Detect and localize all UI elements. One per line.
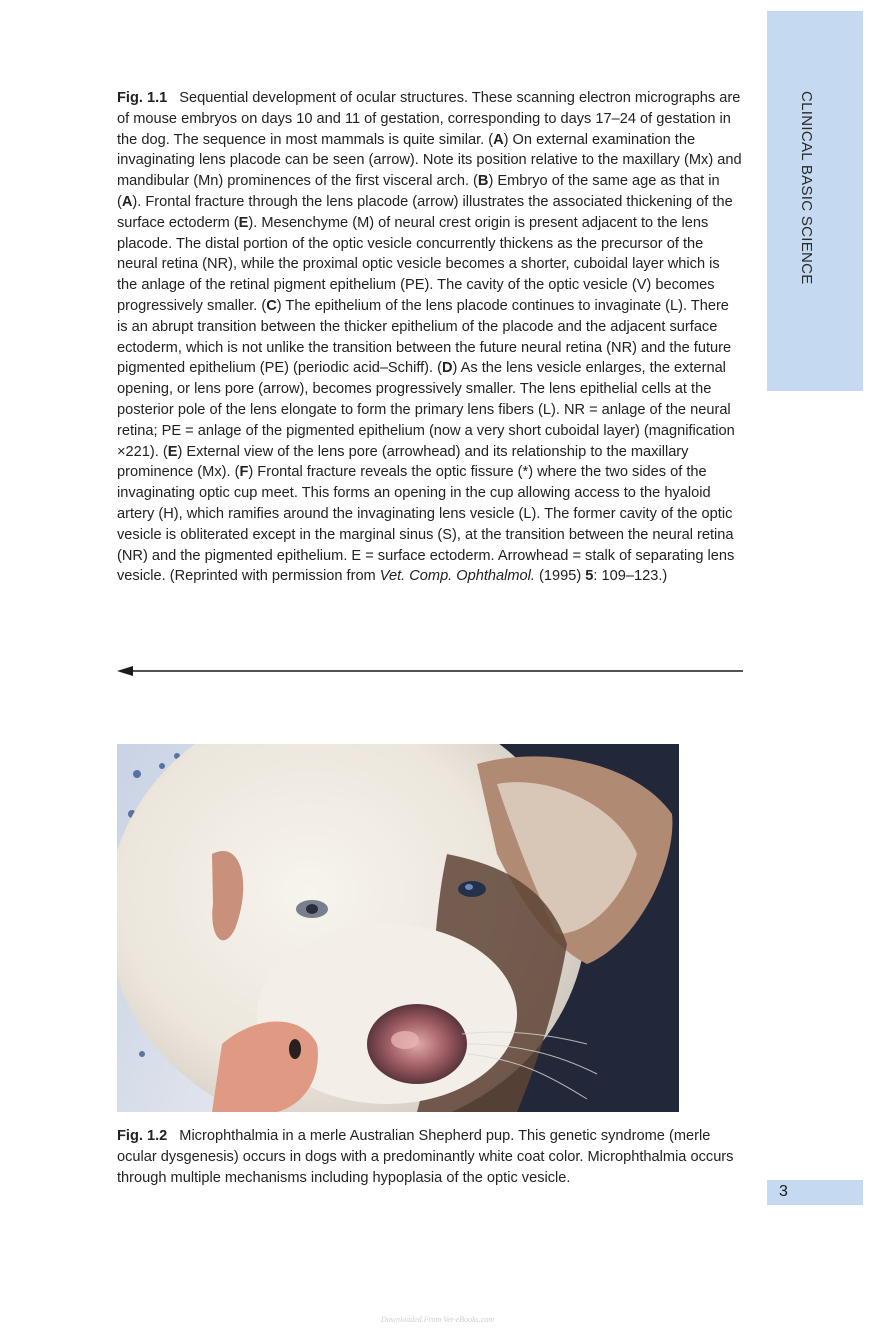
page-number: 3 <box>779 1183 788 1200</box>
figure-1-1-text-run: B <box>477 173 489 190</box>
figure-1-1-text-run: ) On external examination the invaginating lens placode can be seen (arrow). Note its position relative to the maxillary (Mx) and mandibular (Mn) prominences of the first visceral arch. ( <box>117 131 742 190</box>
figure-1-1-text-run: ). Frontal fracture through the lens placode (arrow) illustrates the associated thickening of the surface ectoderm ( <box>117 193 733 231</box>
puppy-photograph <box>117 744 679 1112</box>
figure-1-1-text-run: 5 <box>585 568 594 585</box>
figure-1-1-text-run: Vet. Comp. Ophthalmol. <box>379 568 535 585</box>
figure-1-1-text-run: ) External view of the lens pore (arrowhead) and its relationship to the maxillary prominence (Mx). ( <box>117 443 689 481</box>
figure-1-1-text-run: D <box>442 360 453 377</box>
figure-1-1-text <box>117 90 742 584</box>
page-number-tab <box>767 1180 863 1205</box>
figure-1-1-text-run: ) As the lens vesicle enlarges, the external opening, or lens pore (arrow), becomes progressively smaller. The lens epithelial cells at the posterior pole of the lens elongate to form the primary lens fibers (L). NR = anlage of the neural retina; PE = anlage of the pigmented epithelium (now a very short cuboidal layer) (magnification ×221). ( <box>117 360 735 460</box>
figure-1-1-text-run: E <box>167 443 178 460</box>
puppy-photo-illustration <box>117 744 679 1112</box>
figure-1-1-text-run: ) The epithelium of the lens placode continues to invaginate (L). There is an abrupt transition between the thicker epithelium of the placode and the adjacent surface ectoderm, which is not unlike the transition between the future neural retina (NR) and the future pigmented epithelium (PE) (periodic acid–Schiff). ( <box>117 297 732 377</box>
footer-watermark: Downloaded From Vet-eBooks.com <box>380 1315 495 1324</box>
figure-1-2-label: Fig. 1.2 <box>117 1128 168 1144</box>
figure-1-1-text-run: Sequential development of ocular structures. These scanning electron micrographs are of mouse embryos on days 10 and 11 of gestation, corresponding to days 17–24 of gestation in the dog. The sequence in most mammals is quite similar. ( <box>117 90 741 148</box>
figure-1-1-text-run: (1995) <box>534 568 586 585</box>
left-arrow-icon <box>117 663 743 679</box>
figure-1-1-caption <box>117 88 743 587</box>
figure-1-1-text-run: ) Frontal fracture reveals the optic fissure (*) where the two sides of the invaginating optic cup meet. This forms an opening in the cup allowing access to the hyaloid artery (H), which ramifies around the invaginating lens vesicle (L). The former cavity of the optic vesicle is obliterated except in the marginal sinus (S), at the transition between the neural retina (NR) and the pigmented epithelium. E = surface ectoderm. Arrowhead = stalk of separating lens vesicle. (Reprinted with permission from <box>117 464 735 585</box>
figure-1-1-text-run: E <box>238 214 249 231</box>
figure-1-1-label: Fig. 1.1 <box>117 90 168 106</box>
section-tab-label: CLINICAL BASIC SCIENCE <box>798 91 815 285</box>
section-tab <box>767 11 863 391</box>
figure-1-1-text-run: : 109–123.) <box>593 568 668 585</box>
figure-1-1-text-run: A <box>121 193 133 210</box>
figure-1-1-text-run: A <box>493 131 504 148</box>
figure-1-1-text-run: ) Embryo of the same age as that in ( <box>117 173 720 210</box>
figure-1-1-text-run: ). Mesenchyme (M) of neural crest origin is present adjacent to the lens placode. The distal portion of the optic vesicle concurrently thickens as the precursor of the neural retina (NR), while the proximal optic vesicle becomes a shorter, cuboidal layer which is the anlage of the retinal pigment epithelium (PE). The cavity of the optic vesicle (V) becomes progressively smaller. ( <box>117 214 720 314</box>
figure-1-2-text: Microphthalmia in a merle Australian Shepherd pup. This genetic syndrome (merle ocular dysgenesis) occurs in dogs with a predominantly white coat color. Microphthalmia occurs through multiple mechanisms including hypoplasia of the optic vesicle. <box>117 1128 734 1186</box>
figure-1-1-text-run: C <box>266 297 277 314</box>
figure-1-1-text-run: F <box>239 464 249 481</box>
figure-1-2-caption <box>117 1126 743 1188</box>
